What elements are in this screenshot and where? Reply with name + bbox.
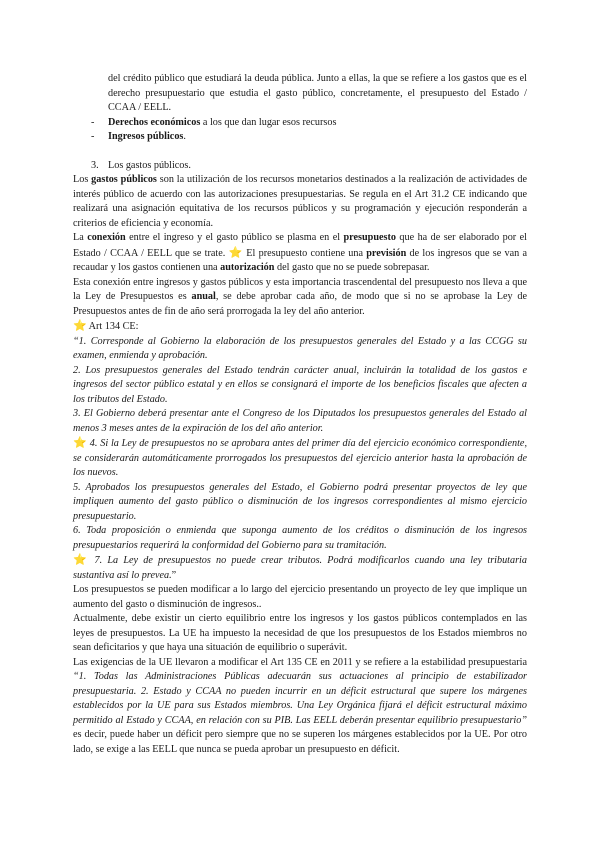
bullet-derechos-economicos [73, 116, 527, 131]
bullet-bold: Derechos económicos [108, 116, 201, 128]
text-run: que ha de ser elaborado por el Estado / CCAA / EELL que se trate. [73, 232, 527, 259]
bold-term: anual [191, 291, 216, 302]
text-run: del gasto que no se puede sobrepasar. [274, 262, 430, 273]
text-run: El presupuesto contiene una [243, 247, 367, 259]
document-page [73, 72, 527, 757]
text-run: , se debe aprobar cada año, de modo que si no se aprobase la Ley de Presupuestos antes de fin de año será prorrogada la ley del año anterior. [73, 291, 528, 317]
italic-text: 2. Los presupuestos generales del Estado tendrán carácter anual, incluirán la totalidad de los gastos e ingresos del sector público estatal y en ellos se consignará el importe de los beneficios fiscales que afecten a los tributos del Estado. [73, 364, 527, 405]
bold-term: conexión [87, 232, 126, 243]
star-icon: ⭐ [228, 246, 244, 259]
art134-item-7 [73, 553, 527, 583]
paragraph-anual [73, 276, 527, 320]
text-run: son la utilización de los recursos monetarios destinados a la realización de actividades de interés público de acuerdo con las autorizaciones presupuestarias. Se regula en el Art 31.2 CE indicando que realizará una asignación equitativa de los recursos públicos y su programación y ejecución responderán a criterios de eficiencia y economía. [73, 174, 528, 229]
italic-text: 6. Toda proposición o enmienda que suponga aumento de los créditos o disminución de los ingresos presupuestarios requerirá la conformidad del Gobierno para su tramitación. [73, 525, 527, 551]
bold-term: previsión [366, 247, 407, 259]
bullet-bold: Ingresos públicos [108, 131, 184, 142]
paragraph-ue [73, 656, 527, 758]
art134-title [73, 319, 527, 335]
section-heading [73, 159, 527, 174]
bullet-rest: a los que dan lugar esos recursos [200, 116, 337, 128]
art134-item-3 [73, 407, 527, 436]
italic-text: 7. La Ley de presupuestos no puede crear tributos. Podrá modificarlos cuando una ley tributaria sustantiva así lo prevea. [73, 555, 527, 581]
text-run: de los ingresos que se van a recaudar y los gastos contienen una [73, 247, 528, 273]
star-icon: ⭐ [73, 437, 87, 449]
text-run: Art 134 CE: [86, 321, 139, 332]
bold-term: presupuesto [343, 232, 396, 243]
art134-item-4 [73, 436, 527, 481]
text-run: es decir, puede haber un déficit pero siempre que no se superen los márgenes establecidos por la UE. Por otro lado, se exige a las EELL que nunca se pueda aprobar un presupuesto en déficit. [73, 729, 527, 755]
italic-text: 3. El Gobierno deberá presentar ante el Congreso de los Diputados los presupuestos generales del Estado al menos 3 meses antes de la expiración de los del año anterior. [73, 408, 527, 434]
paragraph-gastos-publicos [73, 173, 527, 231]
bold-term: gastos públicos [91, 174, 157, 185]
close-quote: ” [171, 569, 177, 581]
bullet-dash: - [91, 116, 95, 128]
bullet-text [108, 130, 186, 145]
text-run: La [73, 232, 88, 243]
paragraph-modificar: Los presupuestos se pueden modificar a lo largo del ejercicio presentando un proyecto de ley que implique un aumento del gasto o disminución de ingresos.. [73, 584, 527, 610]
text-run: entre el ingreso y el gasto público se plasma en el [125, 232, 344, 243]
bold-term: autorización [220, 262, 275, 273]
text-run: Las exigencias de la UE llevaron a modificar el Art 135 CE en 2011 y se refiere a la estabilidad presupuestaria [73, 656, 527, 668]
bullet-ingresos-publicos [73, 130, 527, 145]
italic-text: “1. Todas las Administraciones Públicas adecuarán sus actuaciones al principio de estabilizador presupuestaria. 2. Estado y CCAA no pueden incurrir en un déficit estructural que supere los márgenes establecidos por la UE para sus Estados miembros. Una Ley Orgánica fijará el déficit estructural máximo permitido al Estado y CCAA, en relación con su PIB. Las EELL deberán presentar equilibrio presupuestario” [73, 671, 527, 726]
bullet-rest: . [183, 131, 186, 142]
section-title: Los gastos públicos. [108, 159, 191, 171]
art134-item-1 [73, 335, 527, 364]
art134-item-2 [73, 364, 527, 408]
section-number: 3. [91, 159, 99, 171]
paragraph-conexion [73, 231, 527, 276]
star-icon: ⭐ [73, 554, 90, 566]
intro-continuation: del crédito público que estudiará la deuda pública. Junto a ellas, la que se refiere a los gastos que es el derecho presupuestario que estudia el gasto público, concretamente, el presupuesto del Estado / CCAA / EELL. [108, 73, 527, 113]
paragraph-equilibrio: Actualmente, debe existir un cierto equilibrio entre los ingresos y los gastos públicos contemplados en las leyes de presupuestos. La UE ha impuesto la necesidad de que los presupuestos de los Estados miembros no sean deficitarios y que haya una situación de equilibrio o superávit. [73, 613, 527, 653]
star-icon: ⭐ [73, 320, 87, 332]
text-run: Esta conexión entre ingresos y gastos públicos y esta importancia trascendental del presupuesto nos lleva a que la Ley de Presupuestos es [73, 276, 527, 302]
italic-text: “1. Corresponde al Gobierno la elaboración de los presupuestos generales del Estado y a las CCGG su examen, enmienda y aprobación. [73, 335, 527, 361]
text-run: Los [73, 174, 92, 185]
italic-text: 5. Aprobados los presupuestos generales del Estado, el Gobierno podrá presentar proyectos de ley que impliquen aumento del gasto público o disminución de los ingresos correspondientes al mismo ejercicio presupuestario. [73, 481, 527, 522]
art134-item-6 [73, 524, 527, 553]
bullet-text [108, 116, 336, 131]
italic-text: 4. Si la Ley de presupuestos no se aprobara antes del primer día del ejercicio económico correspondiente, se considerarán automáticamente prorrogados los presupuestos del ejercicio anterior hasta la aprobación de los nuevos. [73, 438, 528, 478]
art134-item-5 [73, 481, 527, 525]
bullet-dash: - [91, 131, 95, 142]
